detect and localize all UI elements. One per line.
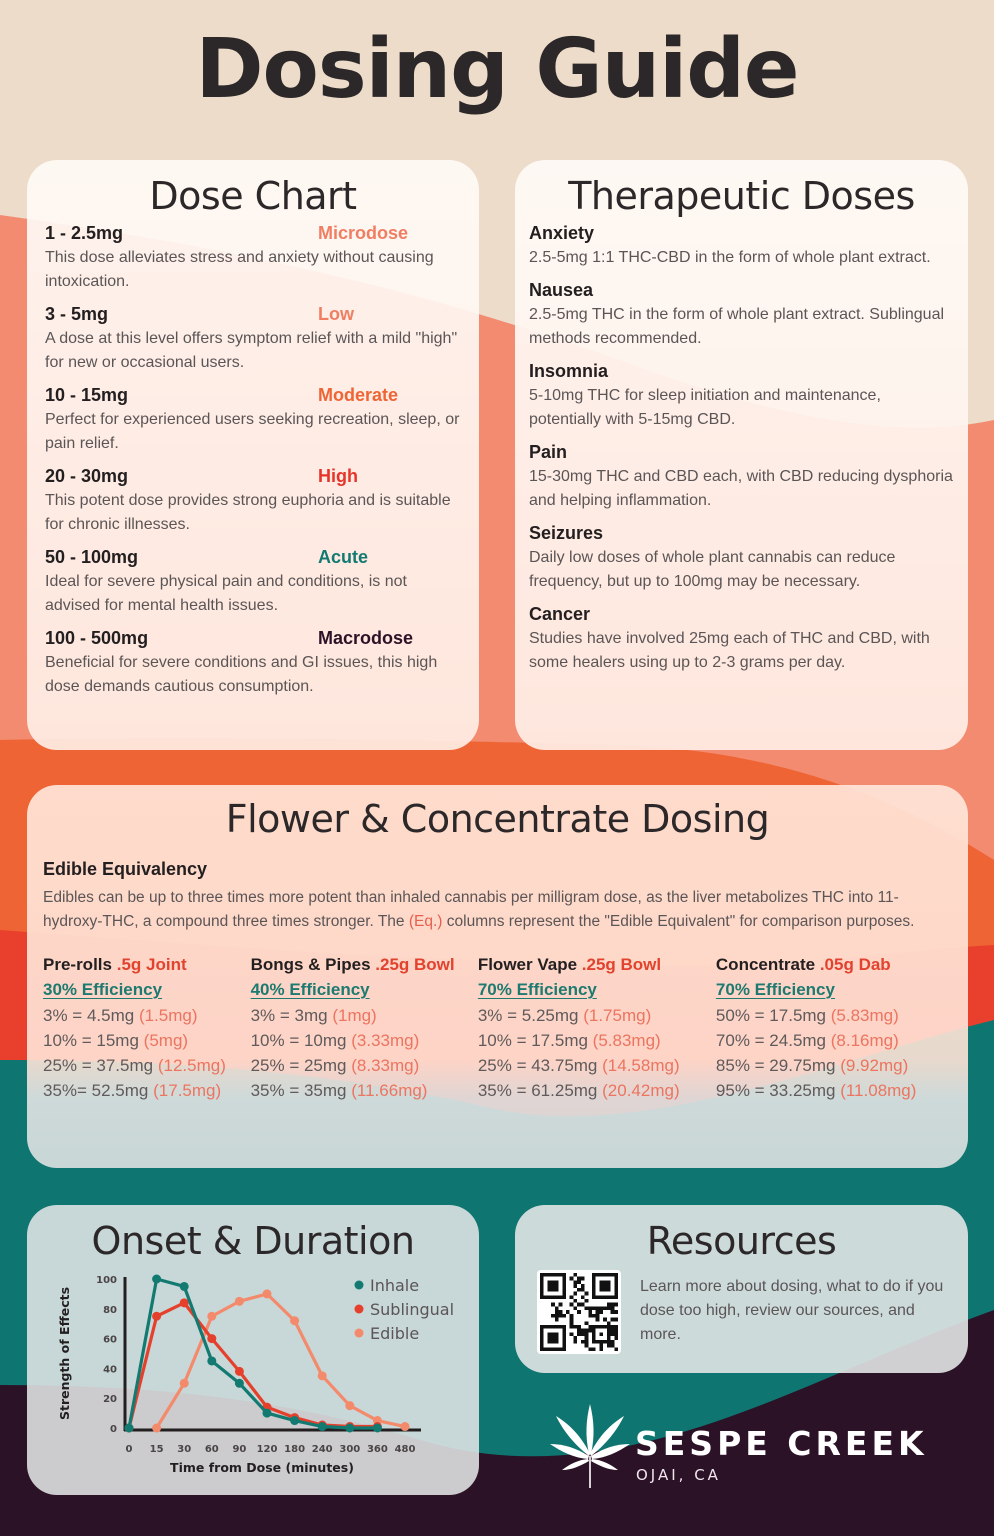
dose-level: Microdose [318,223,409,243]
data-point [345,1401,354,1410]
potency-value: 3% = 5.25mg [477,1006,579,1025]
dose-range: 100 - 500mg [45,628,149,648]
brand-location: OJAI, CA [636,1466,721,1484]
therapeutic-item [529,522,954,594]
condition-description: 2.5-5mg 1:1 THC-CBD in the form of whole plant extract. [529,249,931,266]
therapeutic-item [529,279,954,351]
potency-value: 35% = 35mg [250,1081,347,1100]
condition-description: Daily low doses of whole plant cannabis can reduce frequency, but up to 100mg may be necessary. [529,549,896,590]
potency-row [478,1078,716,1103]
dose-range: 20 - 30mg [45,466,129,486]
method-size: .25g Bowl [581,955,662,974]
data-point [318,1422,327,1431]
therapeutic-item [529,603,954,675]
dose-item [45,222,461,294]
brand-name: SESPE CREEK [635,1424,928,1463]
potency-value: 50% = 17.5mg [715,1006,827,1025]
qr-code-icon[interactable] [537,1270,621,1354]
edible-equivalency-title: Edible Equivalency [43,859,208,879]
potency-value: 10% = 17.5mg [477,1031,588,1050]
data-point [180,1282,189,1291]
dose-item [45,627,461,699]
potency-row [251,1028,478,1053]
method-name: Flower Vape [477,955,578,974]
dose-level: Acute [318,547,369,567]
y-tick-label: 40 [103,1364,117,1376]
resources-heading: Resources [646,1219,837,1263]
dose-range: 50 - 100mg [45,547,139,567]
condition-name: Insomnia [529,361,609,381]
data-point [235,1297,244,1306]
potency-value: 25% = 43.75mg [477,1056,598,1075]
onset-line-chart [27,1265,479,1495]
flower-heading: Flower & Concentrate Dosing [225,797,770,841]
edible-equivalent: (9.92mg) [840,1056,909,1075]
x-axis-label: Time from Dose (minutes) [170,1460,354,1475]
dose-range: 10 - 15mg [45,385,129,405]
potency-row [43,1053,251,1078]
data-point [207,1312,216,1321]
condition-name: Cancer [529,604,591,624]
data-point [235,1367,244,1376]
therapeutic-doses-card [515,160,968,750]
data-point [152,1312,161,1321]
method-efficiency: 70% Efficiency [477,980,597,999]
method-efficiency: 40% Efficiency [250,980,370,999]
method-column-prerolls [43,952,251,1103]
method-name: Bongs & Pipes [250,955,371,974]
dose-range: 1 - 2.5mg [45,223,124,243]
resources-text: Learn more about dosing, what to do if you dose too high, review our sources, and more. [640,1278,944,1343]
method-name: Concentrate [715,955,816,974]
y-tick-label: 80 [103,1304,117,1316]
potency-value: 25% = 25mg [250,1056,347,1075]
legend-label: Sublingual [370,1300,455,1319]
dose-chart-card [27,160,479,750]
y-axis-label: Strength of Effects [57,1286,72,1421]
edible-equivalent: (14.58mg) [602,1056,680,1075]
edible-equivalent: (3.33mg) [351,1031,420,1050]
therapeutic-heading: Therapeutic Doses [568,174,915,218]
y-tick-label: 100 [96,1275,117,1286]
potency-value: 3% = 4.5mg [43,1006,135,1025]
potency-value: 25% = 37.5mg [43,1056,154,1075]
potency-row [251,1003,478,1028]
potency-row [478,1028,716,1053]
onset-heading: Onset & Duration [91,1219,415,1263]
dose-range: 3 - 5mg [45,304,109,324]
method-column-concentrate [716,952,952,1103]
data-point [235,1379,244,1388]
dose-description: Ideal for severe physical pain and conditions, is not advised for mental health issues. [45,573,407,614]
data-point [290,1416,299,1425]
potency-value: 85% = 29.75mg [715,1056,836,1075]
y-tick-label: 0 [110,1424,117,1435]
onset-duration-card [27,1205,479,1495]
resources-card [515,1205,968,1373]
x-tick-label: 240 [311,1444,333,1455]
potency-value: 10% = 10mg [250,1031,347,1050]
dose-item [45,546,461,618]
data-point [373,1424,382,1433]
brand-logo [550,1402,930,1492]
x-tick-label: 30 [177,1444,192,1455]
flower-concentrate-card [27,785,968,1168]
potency-value: 95% = 33.25mg [715,1081,836,1100]
potency-row [43,1003,251,1028]
potency-row [478,1053,716,1078]
x-tick-label: 15 [149,1444,164,1455]
dose-description: A dose at this level offers symptom relief with a mild "high" for new or occasional users. [45,330,458,371]
dose-description: Perfect for experienced users seeking recreation, sleep, or pain relief. [45,411,460,452]
y-tick-label: 20 [103,1394,117,1406]
x-tick-label: 300 [339,1444,361,1455]
data-point [345,1424,354,1433]
edible-equivalent: (8.16mg) [830,1031,899,1050]
dose-description: This potent dose provides strong euphoria and is suitable for chronic illnesses. [45,492,451,533]
equivalency-text-part: Edibles can be up to three times more potent than inhaled cannabis per milligram dose, as the liver metabolizes THC into 11-hydroxy-THC, a compound three times stronger. The [43,889,899,930]
equivalency-text-part: columns represent the "Edible Equivalent" for comparison purposes. [442,913,915,930]
x-tick-label: 90 [232,1444,247,1455]
condition-description: 5-10mg THC for sleep initiation and maintenance, potentially with 5-15mg CBD. [529,387,881,428]
condition-description: 15-30mg THC and CBD each, with CBD reducing dysphoria and helping inflammation. [529,468,953,509]
dose-level: High [318,466,358,486]
edible-equivalent: (11.08mg) [840,1081,917,1100]
edible-equivalent: (5.83mg) [830,1006,899,1025]
legend-marker [355,1305,364,1314]
edible-equivalent: (1.5mg) [138,1006,198,1025]
potency-value: 35%= 52.5mg [43,1081,149,1100]
data-point [263,1289,272,1298]
data-point [290,1316,299,1325]
potency-row [716,1053,952,1078]
data-point [207,1334,216,1343]
dose-item [45,303,461,375]
dose-chart-heading: Dose Chart [149,174,357,218]
potency-value: 3% = 3mg [250,1006,328,1025]
potency-value: 70% = 24.5mg [715,1031,827,1050]
edible-equivalent: (5.83mg) [592,1031,661,1050]
therapeutic-item [529,360,954,432]
potency-row [43,1078,251,1103]
x-tick-label: 480 [394,1444,416,1455]
dose-level: Moderate [318,385,399,405]
edible-equivalent: (12.5mg) [157,1056,226,1075]
legend-label: Edible [370,1324,420,1343]
method-name: Pre-rolls [43,955,112,974]
y-tick-label: 60 [103,1334,117,1346]
dose-description: This dose alleviates stress and anxiety without causing intoxication. [45,249,434,290]
legend-marker [355,1281,364,1290]
method-size: .05g Dab [819,955,891,974]
method-column-bongs [251,952,478,1103]
eq-highlight: (Eq.) [408,913,443,930]
edible-equivalent: (20.42mg) [602,1081,680,1100]
potency-row [716,1078,952,1103]
data-point [318,1371,327,1380]
data-point [152,1275,161,1284]
edible-equivalent: (5mg) [143,1031,189,1050]
data-point [207,1356,216,1365]
method-size: .25g Bowl [375,955,455,974]
data-point [125,1424,134,1433]
dose-description: Beneficial for severe conditions and GI issues, this high dose demands cautious consumption. [45,654,438,695]
potency-row [251,1053,478,1078]
x-tick-label: 360 [366,1444,388,1455]
potency-value: 35% = 61.25mg [477,1081,598,1100]
x-tick-label: 0 [125,1444,133,1455]
method-size: .5g Joint [116,955,187,974]
dose-item [45,384,461,456]
dose-item [45,465,461,537]
data-point [180,1379,189,1388]
edible-equivalent: (1.75mg) [583,1006,652,1025]
x-tick-label: 120 [256,1444,278,1455]
potency-row [716,1028,952,1053]
condition-description: 2.5-5mg THC in the form of whole plant extract. Sublingual methods recommended. [529,306,945,347]
data-point [263,1409,272,1418]
data-point [180,1298,189,1307]
data-point [152,1424,161,1433]
dose-level: Low [318,304,354,324]
cannabis-leaf-icon [550,1402,630,1488]
condition-description: Studies have involved 25mg each of THC and CBD, with some healers using up to 2-3 grams per day. [529,630,930,671]
potency-row [43,1028,251,1053]
edible-equivalent: (8.33mg) [351,1056,420,1075]
edible-equivalent: (17.5mg) [153,1081,222,1100]
potency-row [716,1003,952,1028]
method-efficiency: 70% Efficiency [715,980,835,999]
series-line-inhale [129,1279,377,1428]
consumption-methods [43,952,952,1103]
condition-name: Seizures [529,523,604,543]
method-efficiency: 30% Efficiency [43,980,163,999]
x-tick-label: 60 [204,1444,219,1455]
condition-name: Pain [529,442,568,462]
edible-equivalent: (11.66mg) [351,1081,428,1100]
dose-level: Macrodose [318,628,414,648]
edible-equivalent: (1mg) [332,1006,377,1025]
therapeutic-item [529,441,954,513]
method-column-flower-vape [478,952,716,1103]
series-line-sublingual [129,1303,377,1428]
potency-row [478,1003,716,1028]
legend-label: Inhale [370,1276,420,1295]
potency-row [251,1078,478,1103]
page-title: Dosing Guide [195,22,799,117]
edible-equivalency-text [43,886,952,934]
condition-name: Anxiety [529,223,595,243]
legend-marker [355,1329,364,1338]
potency-value: 10% = 15mg [43,1031,139,1050]
data-point [401,1422,410,1431]
therapeutic-item [529,222,954,270]
condition-name: Nausea [529,280,594,300]
x-tick-label: 180 [284,1444,306,1455]
